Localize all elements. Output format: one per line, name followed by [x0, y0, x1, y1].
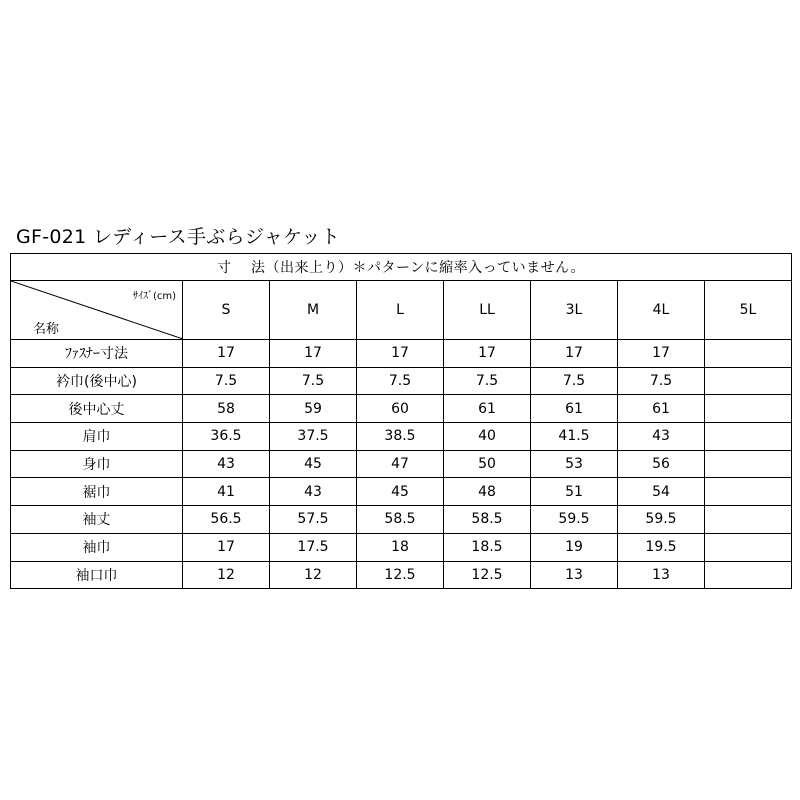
- size-header-3l: 3L: [531, 281, 618, 340]
- measurement-value: 58.5: [444, 506, 531, 534]
- measurement-value: 38.5: [357, 423, 444, 451]
- measurement-value: [705, 561, 792, 589]
- measurement-value: 7.5: [531, 367, 618, 395]
- size-unit-label: ｻｲｽﾞ(cm): [132, 291, 176, 302]
- document-title: GF-021 レディース手ぶらジャケット: [16, 226, 341, 248]
- measurement-value: 17: [357, 340, 444, 368]
- measurement-value: 17: [183, 340, 270, 368]
- measurement-value: 53: [531, 450, 618, 478]
- measurement-value: 17.5: [270, 533, 357, 561]
- measurement-value: 12: [270, 561, 357, 589]
- measurement-name: 袖丈: [11, 506, 183, 534]
- measurement-value: 36.5: [183, 423, 270, 451]
- measurement-value: 17: [618, 340, 705, 368]
- size-table: [10, 253, 792, 589]
- table-row: [11, 478, 792, 506]
- measurement-value: 48: [444, 478, 531, 506]
- measurement-value: 41.5: [531, 423, 618, 451]
- table-caption: 寸 法（出来上り）＊パターンに縮率入っていません。: [11, 254, 792, 281]
- measurement-value: 40: [444, 423, 531, 451]
- table-row: [11, 533, 792, 561]
- measurement-name: 袖巾: [11, 533, 183, 561]
- measurement-value: 58.5: [357, 506, 444, 534]
- measurement-value: 17: [270, 340, 357, 368]
- measurement-value: 19.5: [618, 533, 705, 561]
- measurement-name: 裾巾: [11, 478, 183, 506]
- measurement-value: 59: [270, 395, 357, 423]
- measurement-name: 袖口巾: [11, 561, 183, 589]
- measurement-value: 60: [357, 395, 444, 423]
- measurement-value: 18: [357, 533, 444, 561]
- table-row: [11, 561, 792, 589]
- measurement-value: 7.5: [618, 367, 705, 395]
- corner-header-cell: [11, 281, 183, 340]
- header-row: [11, 281, 792, 340]
- measurement-value: 17: [531, 340, 618, 368]
- measurement-value: 45: [270, 450, 357, 478]
- size-header-l: L: [357, 281, 444, 340]
- measurement-value: 12.5: [357, 561, 444, 589]
- size-header-ll: LL: [444, 281, 531, 340]
- table-row: [11, 367, 792, 395]
- measurement-value: 51: [531, 478, 618, 506]
- name-label: 名称: [33, 322, 60, 337]
- measurement-value: [705, 450, 792, 478]
- measurement-value: 13: [618, 561, 705, 589]
- measurement-value: 54: [618, 478, 705, 506]
- measurement-value: 57.5: [270, 506, 357, 534]
- table-row: [11, 340, 792, 368]
- measurement-value: 47: [357, 450, 444, 478]
- measurement-value: 7.5: [357, 367, 444, 395]
- measurement-value: 56: [618, 450, 705, 478]
- measurement-value: 7.5: [183, 367, 270, 395]
- measurement-value: [705, 533, 792, 561]
- size-header-s: S: [183, 281, 270, 340]
- caption-row: [11, 254, 792, 281]
- size-header-5l: 5L: [705, 281, 792, 340]
- measurement-value: 59.5: [618, 506, 705, 534]
- measurement-value: [705, 423, 792, 451]
- measurement-value: 19: [531, 533, 618, 561]
- measurement-value: 43: [618, 423, 705, 451]
- measurement-value: [705, 340, 792, 368]
- table-row: [11, 506, 792, 534]
- table-row: [11, 423, 792, 451]
- measurement-value: 17: [444, 340, 531, 368]
- measurement-value: 59.5: [531, 506, 618, 534]
- measurement-value: 7.5: [270, 367, 357, 395]
- table-row: [11, 450, 792, 478]
- measurement-value: 18.5: [444, 533, 531, 561]
- measurement-value: 43: [270, 478, 357, 506]
- measurement-name: 身巾: [11, 450, 183, 478]
- measurement-value: 58: [183, 395, 270, 423]
- measurement-value: 61: [618, 395, 705, 423]
- measurement-value: 13: [531, 561, 618, 589]
- size-header-4l: 4L: [618, 281, 705, 340]
- measurement-value: 50: [444, 450, 531, 478]
- measurement-value: 17: [183, 533, 270, 561]
- measurement-value: 41: [183, 478, 270, 506]
- measurement-value: 61: [531, 395, 618, 423]
- size-header-m: M: [270, 281, 357, 340]
- measurement-value: 37.5: [270, 423, 357, 451]
- measurement-value: 12.5: [444, 561, 531, 589]
- table-row: [11, 395, 792, 423]
- measurement-name: ﾌｧｽﾅｰ寸法: [11, 340, 183, 368]
- measurement-name: 肩巾: [11, 423, 183, 451]
- measurement-value: [705, 367, 792, 395]
- measurement-value: [705, 506, 792, 534]
- measurement-value: 61: [444, 395, 531, 423]
- measurement-value: 45: [357, 478, 444, 506]
- measurement-value: 56.5: [183, 506, 270, 534]
- measurement-value: [705, 395, 792, 423]
- measurement-name: 衿巾(後中心): [11, 367, 183, 395]
- measurement-value: 43: [183, 450, 270, 478]
- measurement-name: 後中心丈: [11, 395, 183, 423]
- measurement-value: 12: [183, 561, 270, 589]
- measurement-value: [705, 478, 792, 506]
- measurement-value: 7.5: [444, 367, 531, 395]
